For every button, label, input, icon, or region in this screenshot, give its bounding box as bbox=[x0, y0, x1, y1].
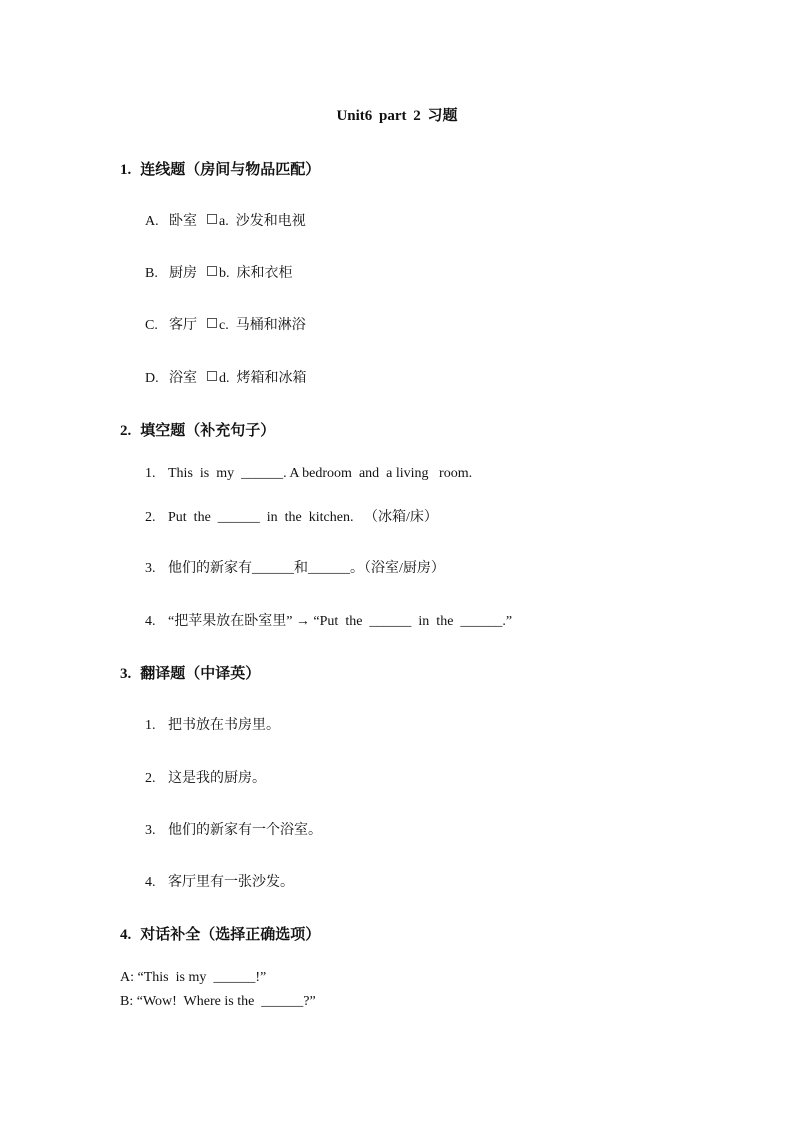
item-number: 4. bbox=[145, 875, 156, 890]
item-text: Put the ______ in the kitchen. （冰箱/床） bbox=[168, 510, 438, 525]
match-room: 客厅 bbox=[169, 318, 197, 333]
page-title: Unit6 part 2 习题 bbox=[336, 108, 458, 124]
dialog-line-b: B: “Wow! Where is the ______?” bbox=[120, 994, 316, 1009]
match-row-d bbox=[145, 367, 307, 387]
section-2-number: 2. bbox=[120, 423, 132, 439]
item-text: 把书放在书房里。 bbox=[168, 718, 280, 733]
fill-item-2 bbox=[145, 506, 438, 526]
item-text: “把苹果放在卧室里” → “Put the ______ in the ______.” bbox=[168, 614, 513, 629]
match-row-a bbox=[145, 210, 306, 230]
section-1-number: 1. bbox=[120, 162, 132, 178]
item-number: 2. bbox=[145, 771, 156, 786]
section-3-title: 翻译题（中译英） bbox=[140, 666, 261, 682]
match-letter: D. bbox=[145, 371, 159, 386]
section-4-number: 4. bbox=[120, 927, 132, 943]
section-2-title: 填空题（补充句子） bbox=[140, 423, 276, 439]
match-letter: A. bbox=[145, 214, 159, 229]
fill-item-3 bbox=[145, 557, 445, 577]
section-3-heading bbox=[120, 662, 260, 683]
section-1-title: 连线题（房间与物品匹配） bbox=[140, 162, 321, 178]
section-2-heading bbox=[120, 419, 275, 440]
item-number: 1. bbox=[145, 718, 156, 733]
section-1-heading bbox=[120, 158, 320, 179]
item-text: This is my ______. A bedroom and a living room. bbox=[168, 466, 473, 481]
match-room: 厨房 bbox=[169, 266, 197, 281]
checkbox-icon bbox=[207, 266, 217, 276]
translate-item-3 bbox=[145, 819, 322, 839]
item-text: 客厅里有一张沙发。 bbox=[168, 875, 294, 890]
section-4-title: 对话补全（选择正确选项） bbox=[140, 927, 321, 943]
match-option: d. 烤箱和冰箱 bbox=[219, 371, 307, 386]
match-room: 卧室 bbox=[169, 214, 197, 229]
translate-item-1 bbox=[145, 714, 280, 734]
item-number: 2. bbox=[145, 510, 156, 525]
item-text: 他们的新家有______和______。（浴室/厨房） bbox=[168, 561, 445, 576]
item-number: 3. bbox=[145, 823, 156, 838]
match-option: a. 沙发和电视 bbox=[219, 214, 306, 229]
match-option: c. 马桶和淋浴 bbox=[219, 318, 306, 333]
fill-item-4 bbox=[145, 610, 512, 630]
translate-item-4 bbox=[145, 871, 294, 891]
item-text: 他们的新家有一个浴室。 bbox=[168, 823, 322, 838]
item-number: 4. bbox=[145, 614, 156, 629]
item-number: 1. bbox=[145, 466, 156, 481]
checkbox-icon bbox=[207, 318, 217, 328]
checkbox-icon bbox=[207, 214, 217, 224]
section-3-number: 3. bbox=[120, 666, 132, 682]
checkbox-icon bbox=[207, 371, 217, 381]
dialog-line-a: A: “This is my ______!” bbox=[120, 970, 267, 985]
match-room: 浴室 bbox=[169, 371, 197, 386]
item-number: 3. bbox=[145, 561, 156, 576]
match-letter: C. bbox=[145, 318, 158, 333]
match-letter: B. bbox=[145, 266, 158, 281]
section-4-heading bbox=[120, 923, 320, 944]
fill-item-1 bbox=[145, 466, 472, 482]
match-row-b bbox=[145, 262, 293, 282]
match-option: b. 床和衣柜 bbox=[219, 266, 293, 281]
item-text: 这是我的厨房。 bbox=[168, 771, 266, 786]
match-row-c bbox=[145, 314, 306, 334]
translate-item-2 bbox=[145, 767, 266, 787]
